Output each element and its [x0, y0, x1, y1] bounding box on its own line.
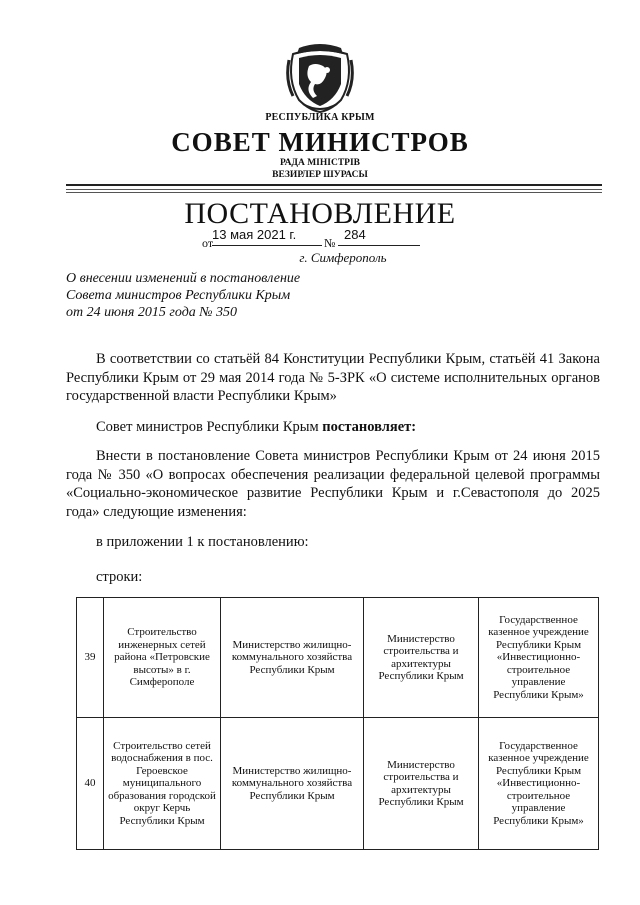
resolves-keyword: постановляет:	[322, 419, 417, 435]
header-divider-thin-2	[66, 192, 602, 193]
row-number: 40	[77, 718, 104, 850]
document-date: 13 мая 2021 г.	[212, 227, 297, 242]
row-object: Строительство сетей водоснабжения в пос. Героевское муниципального образования городской округ Керчь Республики Крым	[104, 718, 221, 850]
row-ministry: Министерство жилищно-коммунального хозяйства Республики Крым	[221, 718, 364, 850]
row-builder-ministry: Министерство строительства и архитектуры Республики Крым	[364, 718, 479, 850]
date-underline	[212, 245, 322, 246]
subject-line-1: О внесении изменений в постановление	[66, 271, 301, 286]
header-divider-thin	[66, 189, 602, 190]
header-divider-thick	[66, 184, 602, 186]
table-row	[77, 598, 599, 718]
date-prefix: от	[202, 236, 214, 250]
resolves-paragraph	[66, 418, 600, 437]
preamble-paragraph: В соответствии со статьёй 84 Конституции Республики Крым, статьёй 41 Закона Республики Крым от 29 мая 2014 года № 5-ЗРК «О системе исполнительных органов государственной власти Республики Крым»	[66, 351, 600, 404]
table-row	[77, 718, 599, 850]
coat-of-arms-emblem	[285, 40, 355, 114]
appendix-paragraph: в приложении 1 к постановлению:	[96, 534, 309, 550]
amendment-table	[76, 597, 599, 850]
row-object: Строительство инженерных сетей района «Петровские высоты» в г. Симферополе	[104, 598, 221, 718]
amendment-paragraph: Внести в постановление Совета министров Республики Крым от 24 июня 2015 года № 350 «О вопросах обеспечения реализации федеральной целевой программы «Социально-экономическое развитие Республики Крым и г.Севастополя до 2025 года» следующие изменения:	[66, 448, 600, 520]
council-title: СОВЕТ МИНИСТРОВ	[171, 127, 469, 157]
rows-label: строки:	[96, 569, 143, 585]
row-ministry: Министерство жилищно-коммунального хозяйства Республики Крым	[221, 598, 364, 718]
number-sign: №	[324, 236, 336, 250]
resolves-lead: Совет министров Республики Крым	[96, 419, 323, 435]
document-number: 284	[344, 227, 366, 242]
row-builder-ministry: Министерство строительства и архитектуры Республики Крым	[364, 598, 479, 718]
subject-line-3: от 24 июня 2015 года № 350	[66, 305, 237, 320]
document-type-title: ПОСТАНОВЛЕНИЕ	[184, 197, 456, 230]
row-number: 39	[77, 598, 104, 718]
number-underline	[338, 245, 420, 246]
row-customer: Государственное казенное учреждение Республики Крым «Инвестиционно-строительное управление Республики Крым»	[479, 598, 599, 718]
council-title-crimean-tatar: ВЕЗИРЛЕР ШУРАСЫ	[272, 170, 368, 180]
crimea-emblem-icon	[285, 40, 355, 114]
subject-line-2: Совета министров Республики Крым	[66, 288, 291, 303]
row-customer: Государственное казенное учреждение Республики Крым «Инвестиционно-строительное управление Республики Крым»	[479, 718, 599, 850]
document-city: г. Симферополь	[299, 250, 387, 265]
document-subject	[66, 270, 300, 321]
council-title-ukrainian: РАДА МІНІСТРІВ	[279, 158, 360, 168]
republic-title: РЕСПУБЛИКА КРЫМ	[265, 112, 375, 123]
